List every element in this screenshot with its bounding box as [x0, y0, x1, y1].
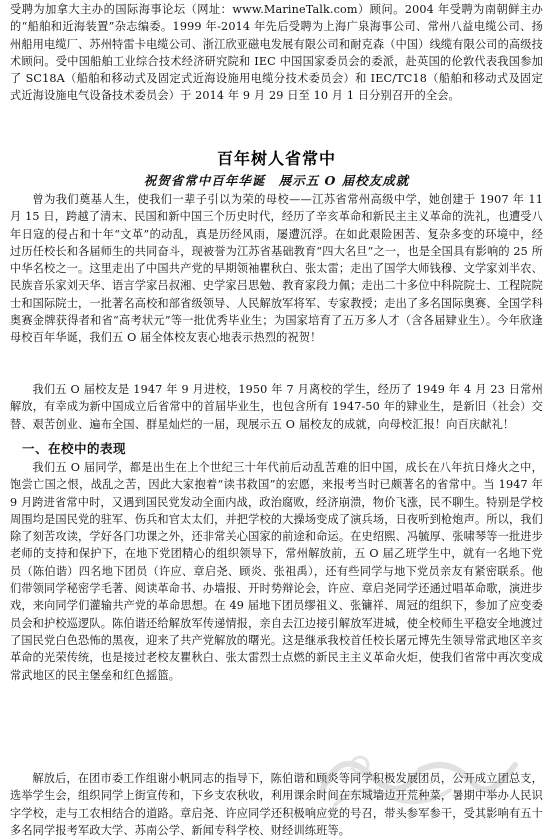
section-heading: 一、在校中的表现: [22, 441, 127, 456]
school-history-paragraph: 曾为我们奠基人生，使我们一辈子引以为荣的母校——江苏省常州高级中学，她创建于 1907 年 11 月 15 日，跨越了清末、民国和新中国三个历史时代，经历了辛亥革命和新民主主义革命的洗礼，也遭受八年日寇的侵占和十年“文革”的动乱，真是历经风雨，屡遭沉浮。在如此艰险困苦、复杂多变的环境中，经过历任校长和各届师生的共同奋斗，现被誉为江苏省基础教育“四大名旦”之一，也是全国具有影响的 25 所中华名校之一。这里走出了中国共产党的早期领袖瞿秋白、张太雷；走出了国学大师钱穆、文学家刘半农、民族音乐家刘天华、语言学家吕叔湘、史学家吕思勉、教育家段力佩；走出二十多位中科院院士、工程院院士和国际院士，一批著名高校和部省级领导、人民解放军将军、专家教授；走出了多名国际奥赛、全国学科奥赛金牌获得者和省“高考状元”等一批优秀毕业生；为国家培育了五万多人才（含各届肄业生）。今年欣逢母校百年华诞，我们五 O 届全体校友衷心地表示热烈的祝贺！: [10, 193, 543, 345]
post-liberation-paragraph: 解放后，在团市委工作组谢小帆同志的指导下，陈伯谐和顾炎等同学积极发展团员，公开成立团总支，选举学生会，组织同学上街宣传和，下乡支农秋收，利用课余时间在东城墙边开荒种菜，暑期中举办人民识字学校，走与工农相结合的道路。章启尧、许应同学还积极响应党的号召，带头参军参干，受其影响有五十多名同学报考军政大学、苏南公学、新闻专科学校、财经训练班等。: [10, 772, 543, 837]
intro-bio-paragraph: 受聘为加拿大主办的国际海事论坛（网址：www.MarineTalk.com）顾问。2004 年受聘为南朝鲜主办的“船舶和近海装置”杂志编委。1999 年-2014 年先后受聘为上海广泉海事公司、常州八益电缆公司、扬州船用电缆厂、苏州特雷卡电缆公司、浙江欣亚磁电发展有限公司和耐克森（中国）线缆有限公司的高级技术顾问。受中国船舶工业综合技术经济研究院和 IEC 中国国家委员会的委派，赴英国的伦敦代表我国参加了 SC18A（船舶和移动式及固定式近海设施用电缆分技术委员会）和 IEC/TC18（船舶和移动式及固定式近海设施电气设备技术委员会）于 2014 年 9 月 29 日至 10 月 1 日分别召开的全会。: [10, 3, 543, 103]
article-subtitle: 祝贺省常中百年华诞 展示五 O 届校友成就: [143, 173, 410, 188]
article-title: 百年树人省常中: [216, 149, 336, 168]
watermark-logo: [300, 735, 530, 815]
alumni-paragraph: 我们五 O 届校友是 1947 年 9 月进校，1950 年 7 月离校的学生，经历了 1949 年 4 月 23 日常州解放，有幸成为新中国成立后省常中的首届毕业生，也包含所有 1947-50 年的肄业生，是新旧（社会）交替、艰苦创业、遍布全国、群星灿烂的一届，现展示五 O 届校友的成就，向母校汇报！向百庆献礼！: [10, 383, 543, 431]
school-performance-paragraph: 我们五 O 届同学，都是出生在上个世纪三十年代前后动乱苦难的旧中国，成长在八年抗日烽火之中，饱尝亡国之恨，战乱之苦，因此大家抱着“读书救国”的宏愿，来报考当时已颇著名的省常中。当 1947 年 9 月跨进省常中时，又遇到国民党发动全面内战，政治腐败，经济崩溃，物价飞涨，民不聊生。特别是学校周围均是国民党的驻军、伤兵和官太太们，并把学校的大操场变成了演兵场，日夜听到枪炮声。所以，我们除了刻苦攻读，学好各门功课之外，还非常关心国家的前途和命运。在史绍熙、冯毓厚、张啸琴等一批进步老师的支持和保护下，在地下党团精心的组织领导下，常州解放前，五 O 届乙班学生中，就有一名地下党员（陈伯谐）四名地下团员（许应、章启尧、顾炎、张祖禹），还有些同学与地下党员亲友有紧密联系。他们带领同学秘密学毛著、阅读革命书、办墙报、开时势辩论会，许应、章启尧同学还通过唱革命歌，演进步戏，来向同学们灌输共产党的革命思想。在 49 届地下团员缪祖义、张镛祥、周冠的组织下，参加了应变委员会和护校巡逻队。陈伯谐还给解放军传递情报，亲自去江边接引解放军进城，使全校师生平稳安全地渡过了国民党白色恐怖的黑夜，迎来了共产党解放的曙光。这是继承我校首任校长屠元博先生领导常武地区辛亥革命的光荣传统，也是接过老校友瞿秋白、张太雷烈士点燃的新民主主义革命火炬，使我们省常中再次变成常武地区的民主堡垒和红色摇篮。: [10, 461, 543, 682]
